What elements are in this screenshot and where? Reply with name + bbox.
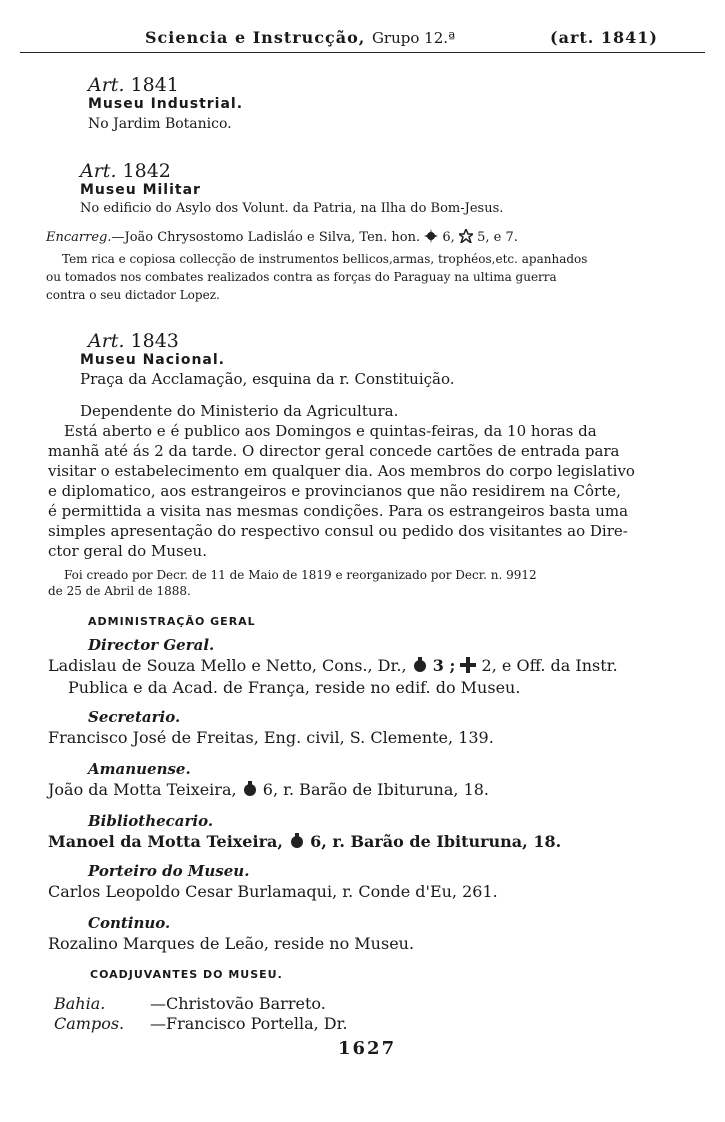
amanuense-line [48, 780, 489, 801]
director-role: Director Geral. [88, 636, 215, 654]
imperial-order-icon [242, 781, 258, 801]
art-1842-desc-line-1: Tem rica e copiosa collecção de instrumentos bellicos,armas, trophéos,etc. apanhados [62, 252, 588, 266]
art-1843-body-line-6: é permittida a visita nas mesmas condições. Para os estrangeiros basta uma [48, 502, 629, 520]
bibliothecario-line [48, 832, 561, 853]
header-title-text: Sciencia e Instrucção, [145, 28, 366, 47]
art-1841-location: No Jardim Botanico. [88, 116, 232, 132]
bibliothecario-role: Bibliothecario. [88, 812, 214, 830]
imperial-order-icon [412, 657, 428, 677]
page-number: 1627 [338, 1038, 397, 1059]
art-1843-body-line-3: manhã até ás 2 da tarde. O director geral concede cartões de entrada para [48, 442, 620, 460]
art-1842-encarregado [46, 229, 518, 247]
encarregado-text: —João Chrysostomo Ladisláo e Silva, Ten. hon. [111, 230, 421, 245]
art-1843-body-line-1: Dependente do Ministerio da Agricultura. [80, 402, 399, 420]
bibliothecario-name: Manoel da Motta Teixeira, [48, 832, 283, 851]
encarregado-decoration-1: 6, [442, 230, 455, 245]
director-decoration-1: 3 ; [432, 656, 456, 675]
coadjuvante-row [54, 1014, 348, 1033]
art-1843-decree-line-1: Foi creado por Decr. de 11 de Maio de 1819 e reorganizado por Decr. n. 9912 [64, 568, 537, 582]
art-1841-number [88, 74, 179, 96]
art-1841-prefix: Art. [88, 74, 125, 96]
bibliothecario-address: 6, r. Barão de Ibituruna, 18. [310, 832, 562, 851]
admin-heading: ADMINISTRAÇÃO GERAL [88, 615, 256, 628]
art-1843-decree-line-2: de 25 de Abril de 1888. [48, 584, 191, 598]
cross-order-icon [460, 657, 476, 677]
director-line-2: Publica e da Acad. de França, reside no edif. do Museu. [68, 678, 521, 697]
secretario-role: Secretario. [88, 708, 181, 726]
art-1843-prefix: Art. [88, 330, 125, 352]
art-1842-museum-name: Museu Militar [80, 182, 201, 198]
director-name: Ladislau de Souza Mello e Netto, Cons., Dr., [48, 656, 407, 675]
porteiro-role: Porteiro do Museu. [88, 862, 250, 880]
secretario-name: Francisco José de Freitas, Eng. civil, S. Clemente, 139. [48, 728, 494, 747]
art-1843-body-line-5: e diplomatico, aos estrangeiros e provincianos que não residirem na Côrte, [48, 482, 621, 500]
art-1842-prefix: Art. [80, 160, 117, 182]
art-1843-body-line-7: simples apresentação do respectivo consul ou pedido dos visitantes ao Dire- [48, 522, 628, 540]
order-rose-icon [424, 229, 438, 247]
art-1843-body-line-2: Está aberto e é publico aos Domingos e quintas-feiras, da 10 horas da [64, 422, 597, 440]
art-1843-number [88, 330, 179, 352]
amanuense-address: 6, r. Barão de Ibituruna, 18. [262, 780, 490, 799]
coadjuvante-place: Bahia. [54, 994, 106, 1013]
art-1843-location: Praça da Acclamação, esquina da r. Constituição. [80, 370, 455, 388]
art-1843-body-line-4: visitar o estabelecimento em qualquer dia. Aos membros do corpo legislativo [48, 462, 635, 480]
art-1842-desc-line-2: ou tomados nos combates realizados contra as forças do Paraguay na ultima guerra [46, 270, 557, 284]
coadjuvante-row [54, 994, 326, 1013]
art-1843-num: 1843 [130, 330, 179, 352]
director-decoration-2: 2, e Off. da Instr. [481, 656, 618, 675]
art-1841-museum-name: Museu Industrial. [88, 96, 244, 112]
coadjuvante-name: —Christovão Barreto. [150, 994, 326, 1013]
director-line-1 [48, 656, 618, 677]
encarregado-label: Encarreg. [46, 230, 112, 245]
art-1842-location: No edificio do Asylo dos Volunt. da Patria, na Ilha do Bom-Jesus. [80, 201, 504, 216]
porteiro-name: Carlos Leopoldo Cesar Burlamaqui, r. Conde d'Eu, 261. [48, 882, 498, 901]
encarregado-decoration-2: 5, e 7. [477, 230, 518, 245]
running-header [20, 28, 705, 52]
continuo-name: Rozalino Marques de Leão, reside no Museu. [48, 934, 415, 953]
art-1841-num: 1841 [130, 74, 179, 96]
art-1842-desc-line-3: contra o seu dictador Lopez. [46, 288, 220, 302]
art-1843-museum-name: Museu Nacional. [80, 352, 225, 368]
coadjuvante-name: —Francisco Portella, Dr. [150, 1014, 348, 1033]
header-title [145, 28, 455, 47]
continuo-role: Continuo. [88, 914, 171, 932]
coadjuvantes-heading: COADJUVANTES DO MUSEU. [90, 968, 283, 981]
header-rule [20, 52, 705, 53]
art-1843-body-line-8: ctor geral do Museu. [48, 542, 207, 560]
coadjuvante-place: Campos. [54, 1014, 125, 1033]
star-icon [459, 229, 473, 247]
amanuense-name: João da Motta Teixeira, [48, 780, 237, 799]
amanuense-role: Amanuense. [88, 760, 191, 778]
art-1842-num: 1842 [122, 160, 171, 182]
art-1842-number [80, 160, 171, 182]
header-group: Grupo 12.ª [371, 29, 456, 47]
header-article-ref: (art. 1841) [550, 28, 658, 47]
imperial-order-icon [289, 833, 305, 853]
